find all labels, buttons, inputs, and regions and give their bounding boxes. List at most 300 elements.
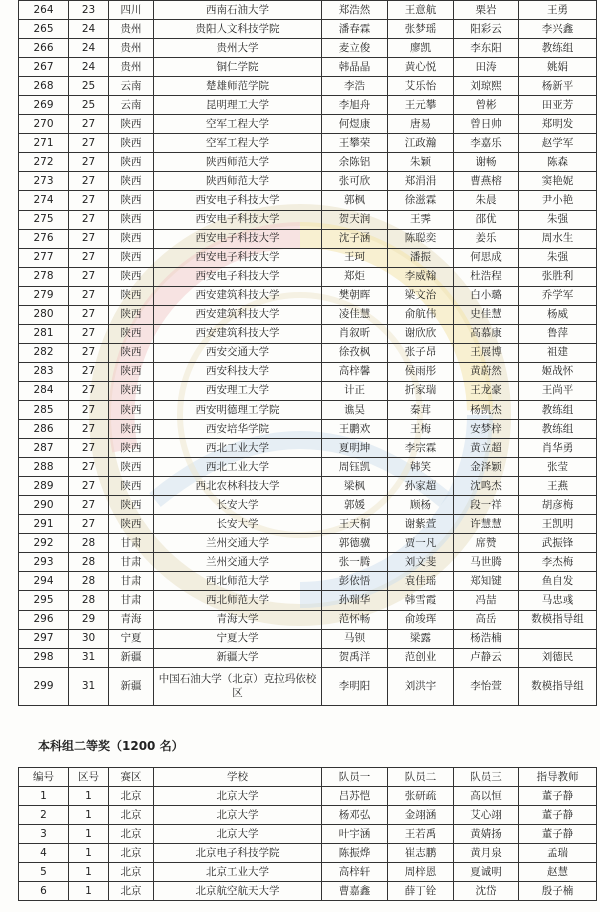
region-cell: 陕西 [109,439,154,458]
member-two-cell: 梁露 [388,629,454,648]
advisor-cell: 教练组 [519,400,597,419]
advisor-cell: 李杰梅 [519,553,597,572]
member-three-cell: 高慕康 [454,324,519,343]
table-row [19,305,597,324]
region-code-cell: 24 [69,58,109,77]
advisor-cell: 李兴鑫 [519,20,597,39]
rank-cell: 3 [19,825,69,844]
table-row [19,191,597,210]
member-three-cell: 艾心翊 [454,806,519,825]
advisor-cell: 窦艳妮 [519,172,597,191]
school-cell: 贵州大学 [154,39,322,58]
advisor-cell: 姚娟 [519,58,597,77]
member-two-cell: 艾乐怡 [388,77,454,96]
rank-cell: 285 [19,400,69,419]
member-three-cell: 段一祥 [454,496,519,515]
advisor-cell: 周水生 [519,229,597,248]
member-one-cell: 孙瑞华 [322,591,388,610]
member-one-cell: 贺天润 [322,210,388,229]
table-row [19,77,597,96]
member-two-cell: 贾一凡 [388,534,454,553]
school-cell: 西安交通大学 [154,343,322,362]
member-two-cell: 张子昂 [388,343,454,362]
member-three-cell: 姜乐 [454,229,519,248]
member-two-cell: 周梓恩 [388,863,454,882]
table-row [19,591,597,610]
table-row [19,96,597,115]
rank-cell: 286 [19,420,69,439]
table-row [19,420,597,439]
member-three-cell: 曾日帅 [454,115,519,134]
section-title: 本科组二等奖（1200 名） [38,739,184,753]
member-one-cell: 郑炬 [322,267,388,286]
region-cell: 甘肃 [109,553,154,572]
member-one-cell: 范怀畅 [322,610,388,629]
member-one-cell: 马钡 [322,629,388,648]
region-code-cell: 27 [69,286,109,305]
table-row [19,882,597,901]
table-row [19,172,597,191]
member-three-cell: 冯喆 [454,591,519,610]
table-row [19,667,597,705]
table-row [19,286,597,305]
school-cell: 新疆大学 [154,648,322,667]
member-three-cell: 沈岱 [454,882,519,901]
region-cell: 陕西 [109,248,154,267]
rank-cell: 267 [19,58,69,77]
table-header-row [19,768,597,787]
region-cell: 陕西 [109,324,154,343]
advisor-header: 指导教师 [519,768,597,787]
school-cell: 西北工业大学 [154,439,322,458]
rank-header: 编号 [19,768,69,787]
rank-cell: 290 [19,496,69,515]
rank-cell: 273 [19,172,69,191]
table-row [19,496,597,515]
region-cell: 陕西 [109,267,154,286]
advisor-cell: 杨新平 [519,77,597,96]
member-three-cell: 刘琼熙 [454,77,519,96]
school-cell: 西北工业大学 [154,458,322,477]
school-cell: 陕西师范大学 [154,172,322,191]
member-two-cell: 韩笑 [388,458,454,477]
region-code-cell: 25 [69,77,109,96]
member-one-cell: 王攀荣 [322,134,388,153]
rank-cell: 274 [19,191,69,210]
table-row [19,1,597,20]
table-row [19,267,597,286]
table-row [19,572,597,591]
member-two-cell: 王梅 [388,420,454,439]
school-cell: 铜仁学院 [154,58,322,77]
region-code-cell: 28 [69,591,109,610]
member-two-cell: 王霁 [388,210,454,229]
member-three-cell: 沈鸣杰 [454,477,519,496]
member-three-cell: 白小璐 [454,286,519,305]
region-code-cell: 27 [69,515,109,534]
region-code-cell: 27 [69,458,109,477]
member-two-cell: 谢欣欣 [388,324,454,343]
member-three-cell: 黄月泉 [454,844,519,863]
member-one-cell: 凌佳慧 [322,305,388,324]
table-row [19,844,597,863]
region-code-cell: 27 [69,267,109,286]
member-one-cell: 张一腾 [322,553,388,572]
region-cell: 云南 [109,96,154,115]
member-two-cell: 韩雪霞 [388,591,454,610]
member-one-cell: 吕苏恺 [322,787,388,806]
rank-cell: 275 [19,210,69,229]
region-cell: 陕西 [109,115,154,134]
advisor-cell: 鱼自发 [519,572,597,591]
rank-cell: 6 [19,882,69,901]
member-one-cell: 谯昊 [322,400,388,419]
school-cell: 空军工程大学 [154,115,322,134]
school-cell: 西安电子科技大学 [154,248,322,267]
region-cell: 陕西 [109,153,154,172]
member-three-cell: 李怡萱 [454,667,519,705]
member-two-cell: 折家瑞 [388,381,454,400]
member-three-cell: 谢畅 [454,153,519,172]
member-three-cell: 郑知键 [454,572,519,591]
region-header: 赛区 [109,768,154,787]
region-code-cell: 27 [69,229,109,248]
school-cell: 西安电子科技大学 [154,191,322,210]
table-row [19,806,597,825]
rank-cell: 276 [19,229,69,248]
region-cell: 北京 [109,863,154,882]
region-cell: 新疆 [109,667,154,705]
advisor-cell: 赵学军 [519,134,597,153]
school-cell: 楚雄师范学院 [154,77,322,96]
member-two-cell: 梁文治 [388,286,454,305]
region-code-cell: 27 [69,191,109,210]
school-cell: 宁夏大学 [154,629,322,648]
table-row [19,787,597,806]
advisor-cell: 朱强 [519,210,597,229]
region-code-cell: 1 [69,863,109,882]
member-two-cell: 李宗霖 [388,439,454,458]
region-cell: 云南 [109,77,154,96]
school-header: 学校 [154,768,322,787]
region-cell: 陕西 [109,420,154,439]
member-one-cell: 王鹏欢 [322,420,388,439]
region-code-cell: 27 [69,496,109,515]
region-code-cell: 1 [69,787,109,806]
member-three-cell: 安梦梓 [454,420,519,439]
advisor-cell: 田亚芳 [519,96,597,115]
member-one-cell: 肖叙昕 [322,324,388,343]
region-cell: 北京 [109,825,154,844]
rank-cell: 284 [19,381,69,400]
school-cell: 西安明德理工学院 [154,400,322,419]
table-row [19,39,597,58]
region-cell: 贵州 [109,20,154,39]
member-one-cell: 李明阳 [322,667,388,705]
member-one-cell: 高梓轩 [322,863,388,882]
region-code-cell: 28 [69,572,109,591]
member-two-cell: 刘文斐 [388,553,454,572]
region-code-cell: 27 [69,115,109,134]
advisor-cell: 王燕 [519,477,597,496]
rank-cell: 296 [19,610,69,629]
table-row [19,58,597,77]
member-three-cell: 杨凯杰 [454,400,519,419]
region-cell: 陕西 [109,343,154,362]
member-two-cell: 黄心悦 [388,58,454,77]
rank-cell: 279 [19,286,69,305]
region-code-cell: 28 [69,534,109,553]
rank-cell: 291 [19,515,69,534]
rank-cell: 295 [19,591,69,610]
rank-cell: 277 [19,248,69,267]
member-three-cell: 曾彬 [454,96,519,115]
region-cell: 陕西 [109,400,154,419]
advisor-cell: 朱强 [519,248,597,267]
rank-cell: 283 [19,362,69,381]
member-three-cell: 李嘉乐 [454,134,519,153]
school-cell: 西安科技大学 [154,362,322,381]
region-cell: 宁夏 [109,629,154,648]
region-cell: 陕西 [109,286,154,305]
member-two-cell: 郑涓涓 [388,172,454,191]
school-cell: 西安培华学院 [154,420,322,439]
member-two-cell: 陈聪奕 [388,229,454,248]
rank-cell: 4 [19,844,69,863]
school-cell: 兰州交通大学 [154,553,322,572]
advisor-cell: 武振锋 [519,534,597,553]
member-one-cell: 王天桐 [322,515,388,534]
member-one-cell: 叶宇涵 [322,825,388,844]
member-one-cell: 余陈铝 [322,153,388,172]
member-two-cell: 袁佳瑶 [388,572,454,591]
member-three-cell: 杜浩程 [454,267,519,286]
table-row [19,477,597,496]
region-cell: 陕西 [109,229,154,248]
member-one-cell: 周钰凯 [322,458,388,477]
region-cell: 陕西 [109,210,154,229]
region-code-cell: 1 [69,844,109,863]
advisor-cell: 王凯明 [519,515,597,534]
member-three-cell: 何思成 [454,248,519,267]
member-two-cell: 俞竣珲 [388,610,454,629]
rank-cell: 287 [19,439,69,458]
advisor-cell: 孟瑞 [519,844,597,863]
member-three-cell: 阳彩云 [454,20,519,39]
table-row [19,210,597,229]
member-one-cell: 樊朝晖 [322,286,388,305]
member-one-cell: 郭媛 [322,496,388,515]
school-cell: 北京航空航天大学 [154,882,322,901]
member-three-cell: 席赞 [454,534,519,553]
rank-cell: 298 [19,648,69,667]
school-cell: 陕西师范大学 [154,153,322,172]
member-three-cell: 高以恒 [454,787,519,806]
school-cell: 西安建筑科技大学 [154,286,322,305]
region-code-cell: 28 [69,553,109,572]
advisor-cell: 赵慧 [519,863,597,882]
advisor-cell: 肖华勇 [519,439,597,458]
region-cell: 陕西 [109,362,154,381]
school-cell: 西南石油大学 [154,1,322,20]
advisor-cell: 殷子楠 [519,882,597,901]
member-one-cell: 高梓馨 [322,362,388,381]
member-one-cell: 贺禹洋 [322,648,388,667]
member-two-cell: 张研疏 [388,787,454,806]
rank-cell: 292 [19,534,69,553]
region-code-cell: 27 [69,439,109,458]
region-code-cell: 27 [69,134,109,153]
table-row [19,534,597,553]
table-row [19,610,597,629]
school-cell: 北京大学 [154,806,322,825]
advisor-cell: 张莹 [519,458,597,477]
region-code-cell: 27 [69,362,109,381]
school-cell: 空军工程大学 [154,134,322,153]
school-cell: 青海大学 [154,610,322,629]
advisor-cell: 郑明发 [519,115,597,134]
rank-cell: 271 [19,134,69,153]
rank-cell: 268 [19,77,69,96]
advisor-cell: 鲁萍 [519,324,597,343]
advisor-cell: 姬战怀 [519,362,597,381]
table-row [19,825,597,844]
advisor-cell [519,629,597,648]
region-cell: 北京 [109,806,154,825]
rank-cell: 269 [19,96,69,115]
table-row [19,381,597,400]
member-three-cell: 杨浩楠 [454,629,519,648]
rank-cell: 265 [19,20,69,39]
member-two-cell: 薛丁铨 [388,882,454,901]
advisor-cell: 王勇 [519,1,597,20]
region-code-header: 区号 [69,768,109,787]
region-code-cell: 27 [69,210,109,229]
member-one-cell: 潘春霖 [322,20,388,39]
member-one-cell: 杨邓弘 [322,806,388,825]
member-one-cell: 徐孜枫 [322,343,388,362]
member-three-cell: 李东阳 [454,39,519,58]
rank-cell: 289 [19,477,69,496]
advisor-cell: 马忠彧 [519,591,597,610]
school-cell: 西安电子科技大学 [154,267,322,286]
rank-cell: 1 [19,787,69,806]
region-cell: 陕西 [109,172,154,191]
member-two-cell: 秦茸 [388,400,454,419]
member-three-cell: 黄立超 [454,439,519,458]
rank-cell: 297 [19,629,69,648]
table-row [19,648,597,667]
member-one-cell: 何煜康 [322,115,388,134]
rank-cell: 278 [19,267,69,286]
region-cell: 甘肃 [109,591,154,610]
rank-cell: 266 [19,39,69,58]
table-row [19,863,597,882]
table-row [19,229,597,248]
table-row [19,400,597,419]
member-three-cell: 黄婧扬 [454,825,519,844]
member-two-cell: 谢紫萱 [388,515,454,534]
school-cell: 中国石油大学（北京）克拉玛依校区 [154,667,322,705]
region-code-cell: 27 [69,248,109,267]
member-one-cell: 陈振烨 [322,844,388,863]
school-cell: 贵阳人文科技学院 [154,20,322,39]
member-one-header: 队员一 [322,768,388,787]
member-two-cell: 潘振 [388,248,454,267]
school-cell: 长安大学 [154,515,322,534]
member-one-cell: 郑浩然 [322,1,388,20]
member-two-header: 队员二 [388,768,454,787]
region-code-cell: 1 [69,825,109,844]
member-two-cell: 李威翰 [388,267,454,286]
school-cell: 北京大学 [154,825,322,844]
member-one-cell: 郭枫 [322,191,388,210]
advisor-cell: 教练组 [519,420,597,439]
rank-cell: 280 [19,305,69,324]
advisor-cell: 董子静 [519,787,597,806]
region-code-cell: 23 [69,1,109,20]
school-cell: 西安建筑科技大学 [154,324,322,343]
member-two-cell: 范创业 [388,648,454,667]
rank-cell: 272 [19,153,69,172]
advisor-cell: 陈森 [519,153,597,172]
region-cell: 陕西 [109,458,154,477]
region-cell: 北京 [109,787,154,806]
region-cell: 陕西 [109,477,154,496]
member-two-cell: 崔志鹏 [388,844,454,863]
region-code-cell: 27 [69,420,109,439]
region-code-cell: 27 [69,305,109,324]
region-cell: 北京 [109,882,154,901]
table-row [19,115,597,134]
region-cell: 青海 [109,610,154,629]
rank-cell: 294 [19,572,69,591]
member-two-cell: 顾杨 [388,496,454,515]
member-two-cell: 孙家超 [388,477,454,496]
member-one-cell: 麦立俊 [322,39,388,58]
table-row [19,324,597,343]
region-code-cell: 1 [69,806,109,825]
advisor-cell: 教练组 [519,39,597,58]
region-cell: 陕西 [109,515,154,534]
member-two-cell: 刘洪宇 [388,667,454,705]
region-code-cell: 27 [69,153,109,172]
rank-cell: 288 [19,458,69,477]
school-cell: 西安建筑科技大学 [154,305,322,324]
member-two-cell: 王元攀 [388,96,454,115]
table-row [19,458,597,477]
member-one-cell: 梁枫 [322,477,388,496]
region-code-cell: 31 [69,648,109,667]
table-row [19,553,597,572]
member-three-cell: 邵优 [454,210,519,229]
member-one-cell: 夏明坤 [322,439,388,458]
member-two-cell: 江政瀚 [388,134,454,153]
table-row [19,515,597,534]
region-cell: 陕西 [109,134,154,153]
region-cell: 贵州 [109,39,154,58]
table-row [19,20,597,39]
advisor-cell: 胡彦梅 [519,496,597,515]
rank-cell: 293 [19,553,69,572]
region-cell: 甘肃 [109,572,154,591]
region-code-cell: 27 [69,172,109,191]
table-row [19,343,597,362]
member-two-cell: 金翊涵 [388,806,454,825]
member-one-cell: 李旭舟 [322,96,388,115]
rank-cell: 264 [19,1,69,20]
member-one-cell: 韩晶晶 [322,58,388,77]
